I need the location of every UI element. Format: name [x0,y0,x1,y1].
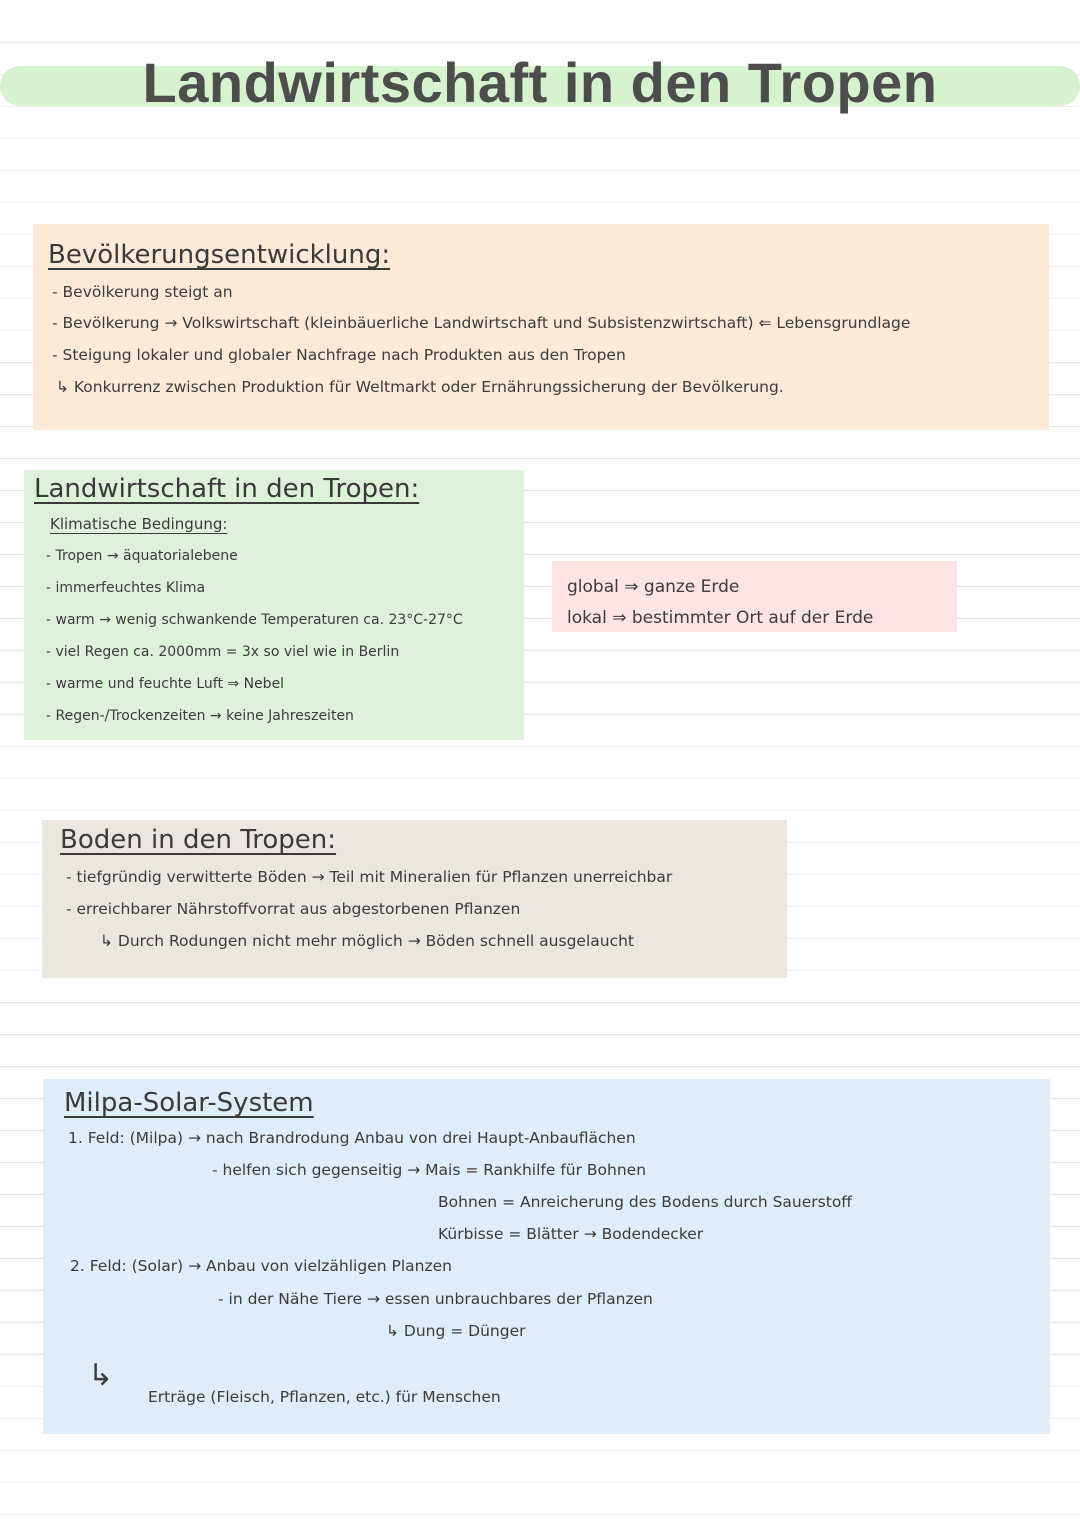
milpa-line-6: - in der Nähe Tiere → essen unbrauchbares der Pflanzen [218,1290,653,1308]
section-tropen [24,470,524,740]
tropen-line-2: - immerfeuchtes Klima [46,580,206,596]
milpa-arrow: ↳ [88,1358,114,1393]
tropen-line-4: - viel Regen ca. 2000mm = 3x so viel wie in Berlin [46,644,400,660]
boden-line-3: ↳ Durch Rodungen nicht mehr möglich → Böden schnell ausgelaucht [100,932,634,950]
milpa-line-1: 1. Feld: (Milpa) → nach Brandrodung Anbau von drei Haupt-Anbauflächen [68,1129,636,1147]
boden-line-1: - tiefgründig verwitterte Böden → Teil mit Mineralien für Pflanzen unerreichbar [66,868,673,886]
bevoelkerung-line-2: - Bevölkerung → Volkswirtschaft (kleinbäuerliche Landwirtschaft und Subsistenzwirtschaft) ⇐ Lebensgrundlage [52,314,911,332]
tropen-line-5: - warme und feuchte Luft ⇒ Nebel [46,676,285,692]
heading-boden: Boden in den Tropen: [60,825,337,855]
page-title: Landwirtschaft in den Tropen [142,51,938,114]
begriff-global: global ⇒ ganze Erde [567,577,740,597]
milpa-line-2: - helfen sich gegenseitig → Mais = Rankhilfe für Bohnen [212,1161,647,1179]
tropen-line-1: - Tropen → äquatorialebene [46,548,238,564]
tropen-line-3: - warm → wenig schwankende Temperaturen ca. 23°C-27°C [46,612,463,628]
heading-bevoelkerung: Bevölkerungsentwicklung: [48,240,391,270]
bevoelkerung-line-3: - Steigung lokaler und globaler Nachfrage nach Produkten aus den Tropen [52,346,626,364]
milpa-line-4: Kürbisse = Blätter → Bodendecker [438,1225,704,1243]
tropen-line-6: - Regen-/Trockenzeiten → keine Jahreszeiten [46,708,354,724]
bevoelkerung-line-1: - Bevölkerung steigt an [52,283,233,301]
milpa-line-3: Bohnen = Anreicherung des Bodens durch Sauerstoff [438,1193,852,1211]
boden-line-2: - erreichbarer Nährstoffvorrat aus abgestorbenen Pflanzen [66,900,521,918]
begriff-lokal: lokal ⇒ bestimmter Ort auf der Erde [567,608,874,628]
milpa-line-5: 2. Feld: (Solar) → Anbau von vielzähligen Planzen [70,1257,452,1275]
subheading-klima: Klimatische Bedingung: [50,515,228,533]
milpa-line-8: Erträge (Fleisch, Pflanzen, etc.) für Menschen [148,1388,501,1406]
heading-milpa: Milpa-Solar-System [64,1088,314,1118]
bevoelkerung-line-4: ↳ Konkurrenz zwischen Produktion für Weltmarkt oder Ernährungssicherung der Bevölkerung. [56,378,784,396]
milpa-line-7: ↳ Dung = Dünger [386,1322,526,1340]
heading-tropen: Landwirtschaft in den Tropen: [34,474,420,504]
